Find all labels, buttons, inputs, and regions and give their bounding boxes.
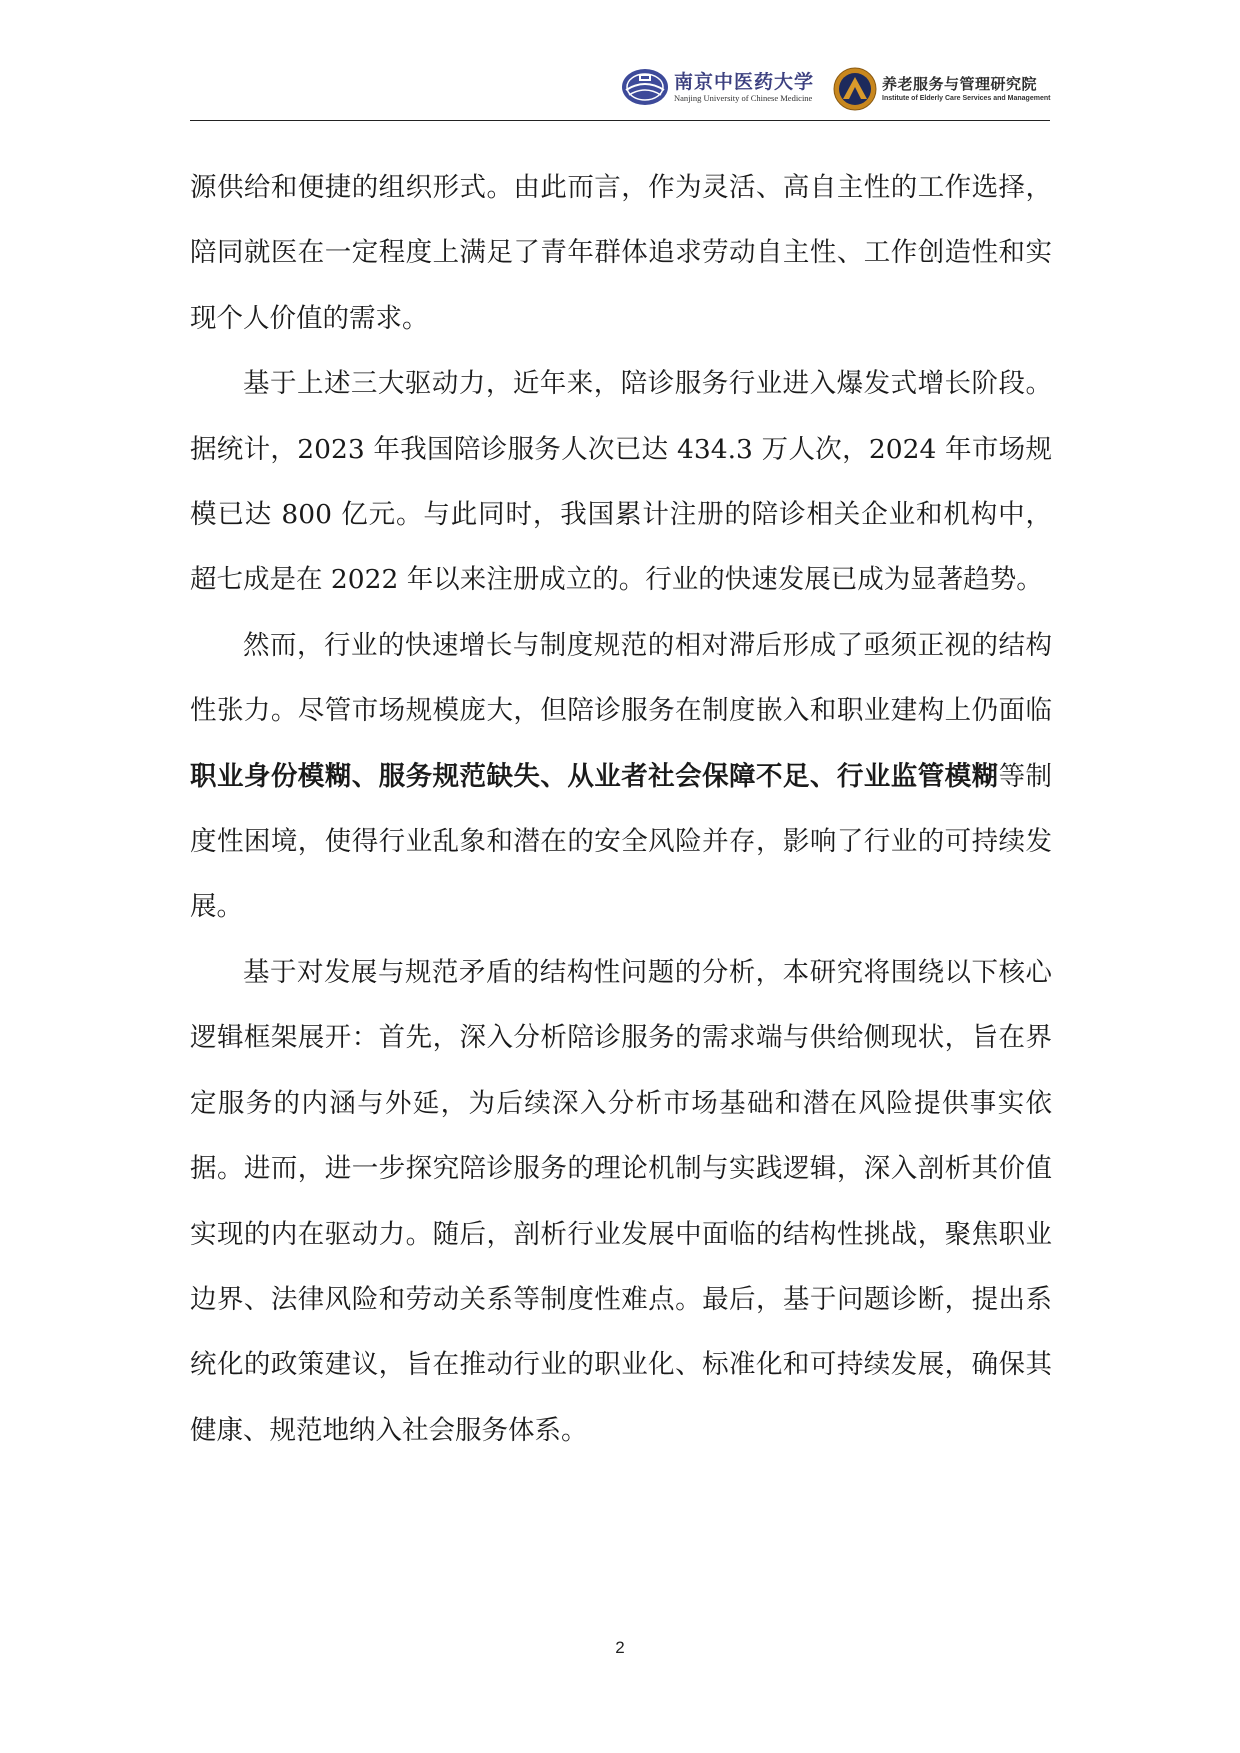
paragraph-growth: 基于上述三大驱动力，近年来，陪诊服务行业进入爆发式增长阶段。据统计，2023 年我国陪诊服务人次已达 434.3 万人次，2024 年市场规模已达 800 亿元。与此同时，我国累计注册的陪诊相关企业和机构中，超七成是在 2022 年以来注册成立的。行业的快速发展已成为显著趋势。 [190,368,1052,596]
institute-emblem-icon [832,66,878,112]
paragraph-continued: 源供给和便捷的组织形式。由此而言，作为灵活、高自主性的工作选择，陪同就医在一定程度上满足了青年群体追求劳动自主性、工作创造性和实现个人价值的需求。 [190,172,1052,334]
university-emblem-icon [620,66,670,108]
university-name: 南京中医药大学 [674,71,815,93]
paragraph-tension-lead: 然而，行业的快速增长与制度规范的相对滞后形成了亟须正视的结构性张力。尽管市场规模庞大，但陪诊服务在制度嵌入和职业建构上仍面临 [190,629,1052,727]
university-name-en: Nanjing University of Chinese Medicine [674,93,813,103]
emphasized-challenges: 职业身份模糊、服务规范缺失、从业者社会保障不足、行业监管模糊 [190,760,999,792]
page-header [190,62,1050,121]
institute-name-en: Institute of Elderly Care Services and Management [882,95,1051,102]
document-body [190,155,1052,1463]
institute-logo [832,66,1050,112]
page-number: 2 [615,1638,625,1657]
university-logo [620,66,814,108]
institute-name: 养老服务与管理研究院 [882,75,1038,93]
paragraph-framework: 基于对发展与规范矛盾的结构性问题的分析，本研究将围绕以下核心逻辑框架展开：首先，深入分析陪诊服务的需求端与供给侧现状，旨在界定服务的内涵与外延，为后续深入分析市场基础和潜在风险提供事实依据。进而，进一步探究陪诊服务的理论机制与实践逻辑，深入剖析其价值实现的内在驱动力。随后，剖析行业发展中面临的结构性挑战，聚焦职业边界、法律风险和劳动关系等制度性难点。最后，基于问题诊断，提出系统化的政策建议，旨在推动行业的职业化、标准化和可持续发展，确保其健康、规范地纳入社会服务体系。 [190,956,1052,1446]
paragraph-tension [190,613,1052,940]
paragraph-tension-tail: 等制度性困境，使得行业乱象和潜在的安全风险并存，影响了行业的可持续发展。 [190,760,1053,923]
